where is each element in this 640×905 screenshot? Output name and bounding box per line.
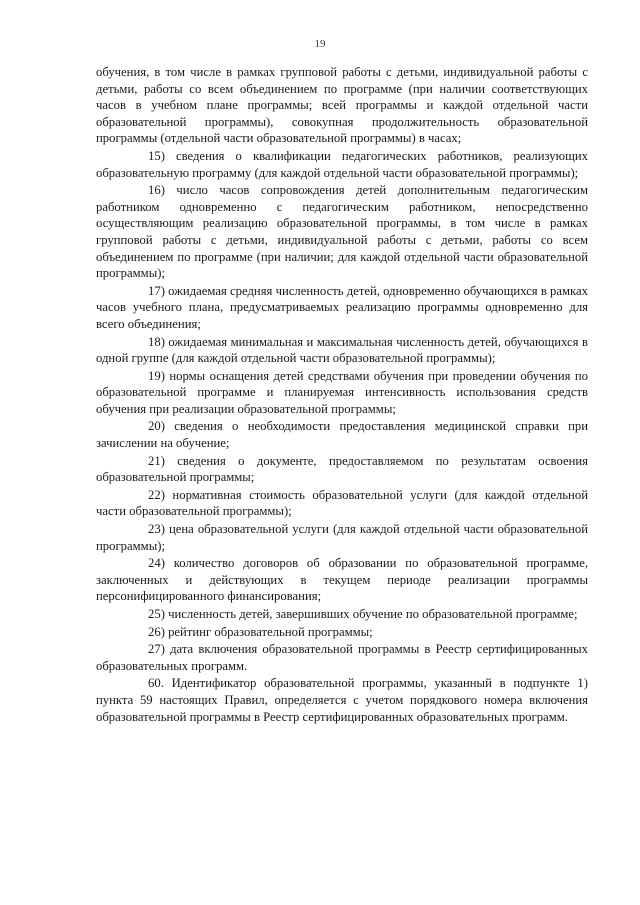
list-item-16: 16) число часов сопровождения детей дополнительным педагогическим работником одновременно с педагогическим работником, непосредственно осуществляющим реализацию образовательной программы, в том числе в рамках групповой работы с детьми, индивидуальной работы с детьми, работы со всем объединением по программе (при наличии; для каждой отдельной части образовательной программы); bbox=[96, 183, 588, 281]
page-number: 19 bbox=[314, 38, 326, 50]
list-item-22: 22) нормативная стоимость образовательной услуги (для каждой отдельной части образовательной программы); bbox=[96, 487, 588, 519]
paragraph-continuation: обучения, в том числе в рамках групповой работы с детьми, индивидуальной работы с детьми, работы со всем объединением по программе (при наличии соответствующих часов в учебном плане программы; всей программы и каждой отдельной части образовательной программы), совокупная продолжительность образовательной программы (отдельной части образовательной программы) в часах; bbox=[96, 65, 588, 146]
list-item-19: 19) нормы оснащения детей средствами обучения при проведении обучения по образовательной программе и планируемая интенсивность использования средств обучения при реализации образовательной программы; bbox=[96, 368, 588, 416]
list-item-17: 17) ожидаемая средняя численность детей, одновременно обучающихся в рамках часов учебного плана, предусматриваемых реализацию программы одновременно для всего объединения; bbox=[96, 283, 588, 331]
list-item-21: 21) сведения о документе, предоставляемом по результатам освоения образовательной программы; bbox=[96, 453, 588, 485]
list-item-25: 25) численность детей, завершивших обучение по образовательной программе; bbox=[148, 607, 578, 621]
list-item-18: 18) ожидаемая минимальная и максимальная численность детей, обучающихся в одной группе (для каждой отдельной части образовательной программы); bbox=[96, 334, 588, 366]
paragraph-60: 60. Идентификатор образовательной программы, указанный в подпункте 1) пункта 59 настоящих Правил, определяется с учетом порядкового номера включения образовательной программы в Реестр сертифицированных образовательных программ. bbox=[96, 676, 588, 724]
list-item-15: 15) сведения о квалификации педагогических работников, реализующих образовательную программу (для каждой отдельной части образовательной программы); bbox=[96, 148, 588, 180]
list-item-23: 23) цена образовательной услуги (для каждой отдельной части образовательной программы); bbox=[96, 522, 588, 553]
list-item-27: 27) дата включения образовательной программы в Реестр сертифицированных образовательных программ. bbox=[96, 642, 588, 673]
document-body bbox=[96, 64, 588, 726]
list-item-24: 24) количество договоров об образовании по образовательной программе, заключенных и действующих в текущем периоде реализации программы персонифицированного финансирования; bbox=[96, 556, 588, 604]
list-item-20: 20) сведения о необходимости предоставления медицинской справки при зачислении на обучение; bbox=[96, 419, 588, 451]
list-item-26: 26) рейтинг образовательной программы; bbox=[148, 624, 373, 639]
